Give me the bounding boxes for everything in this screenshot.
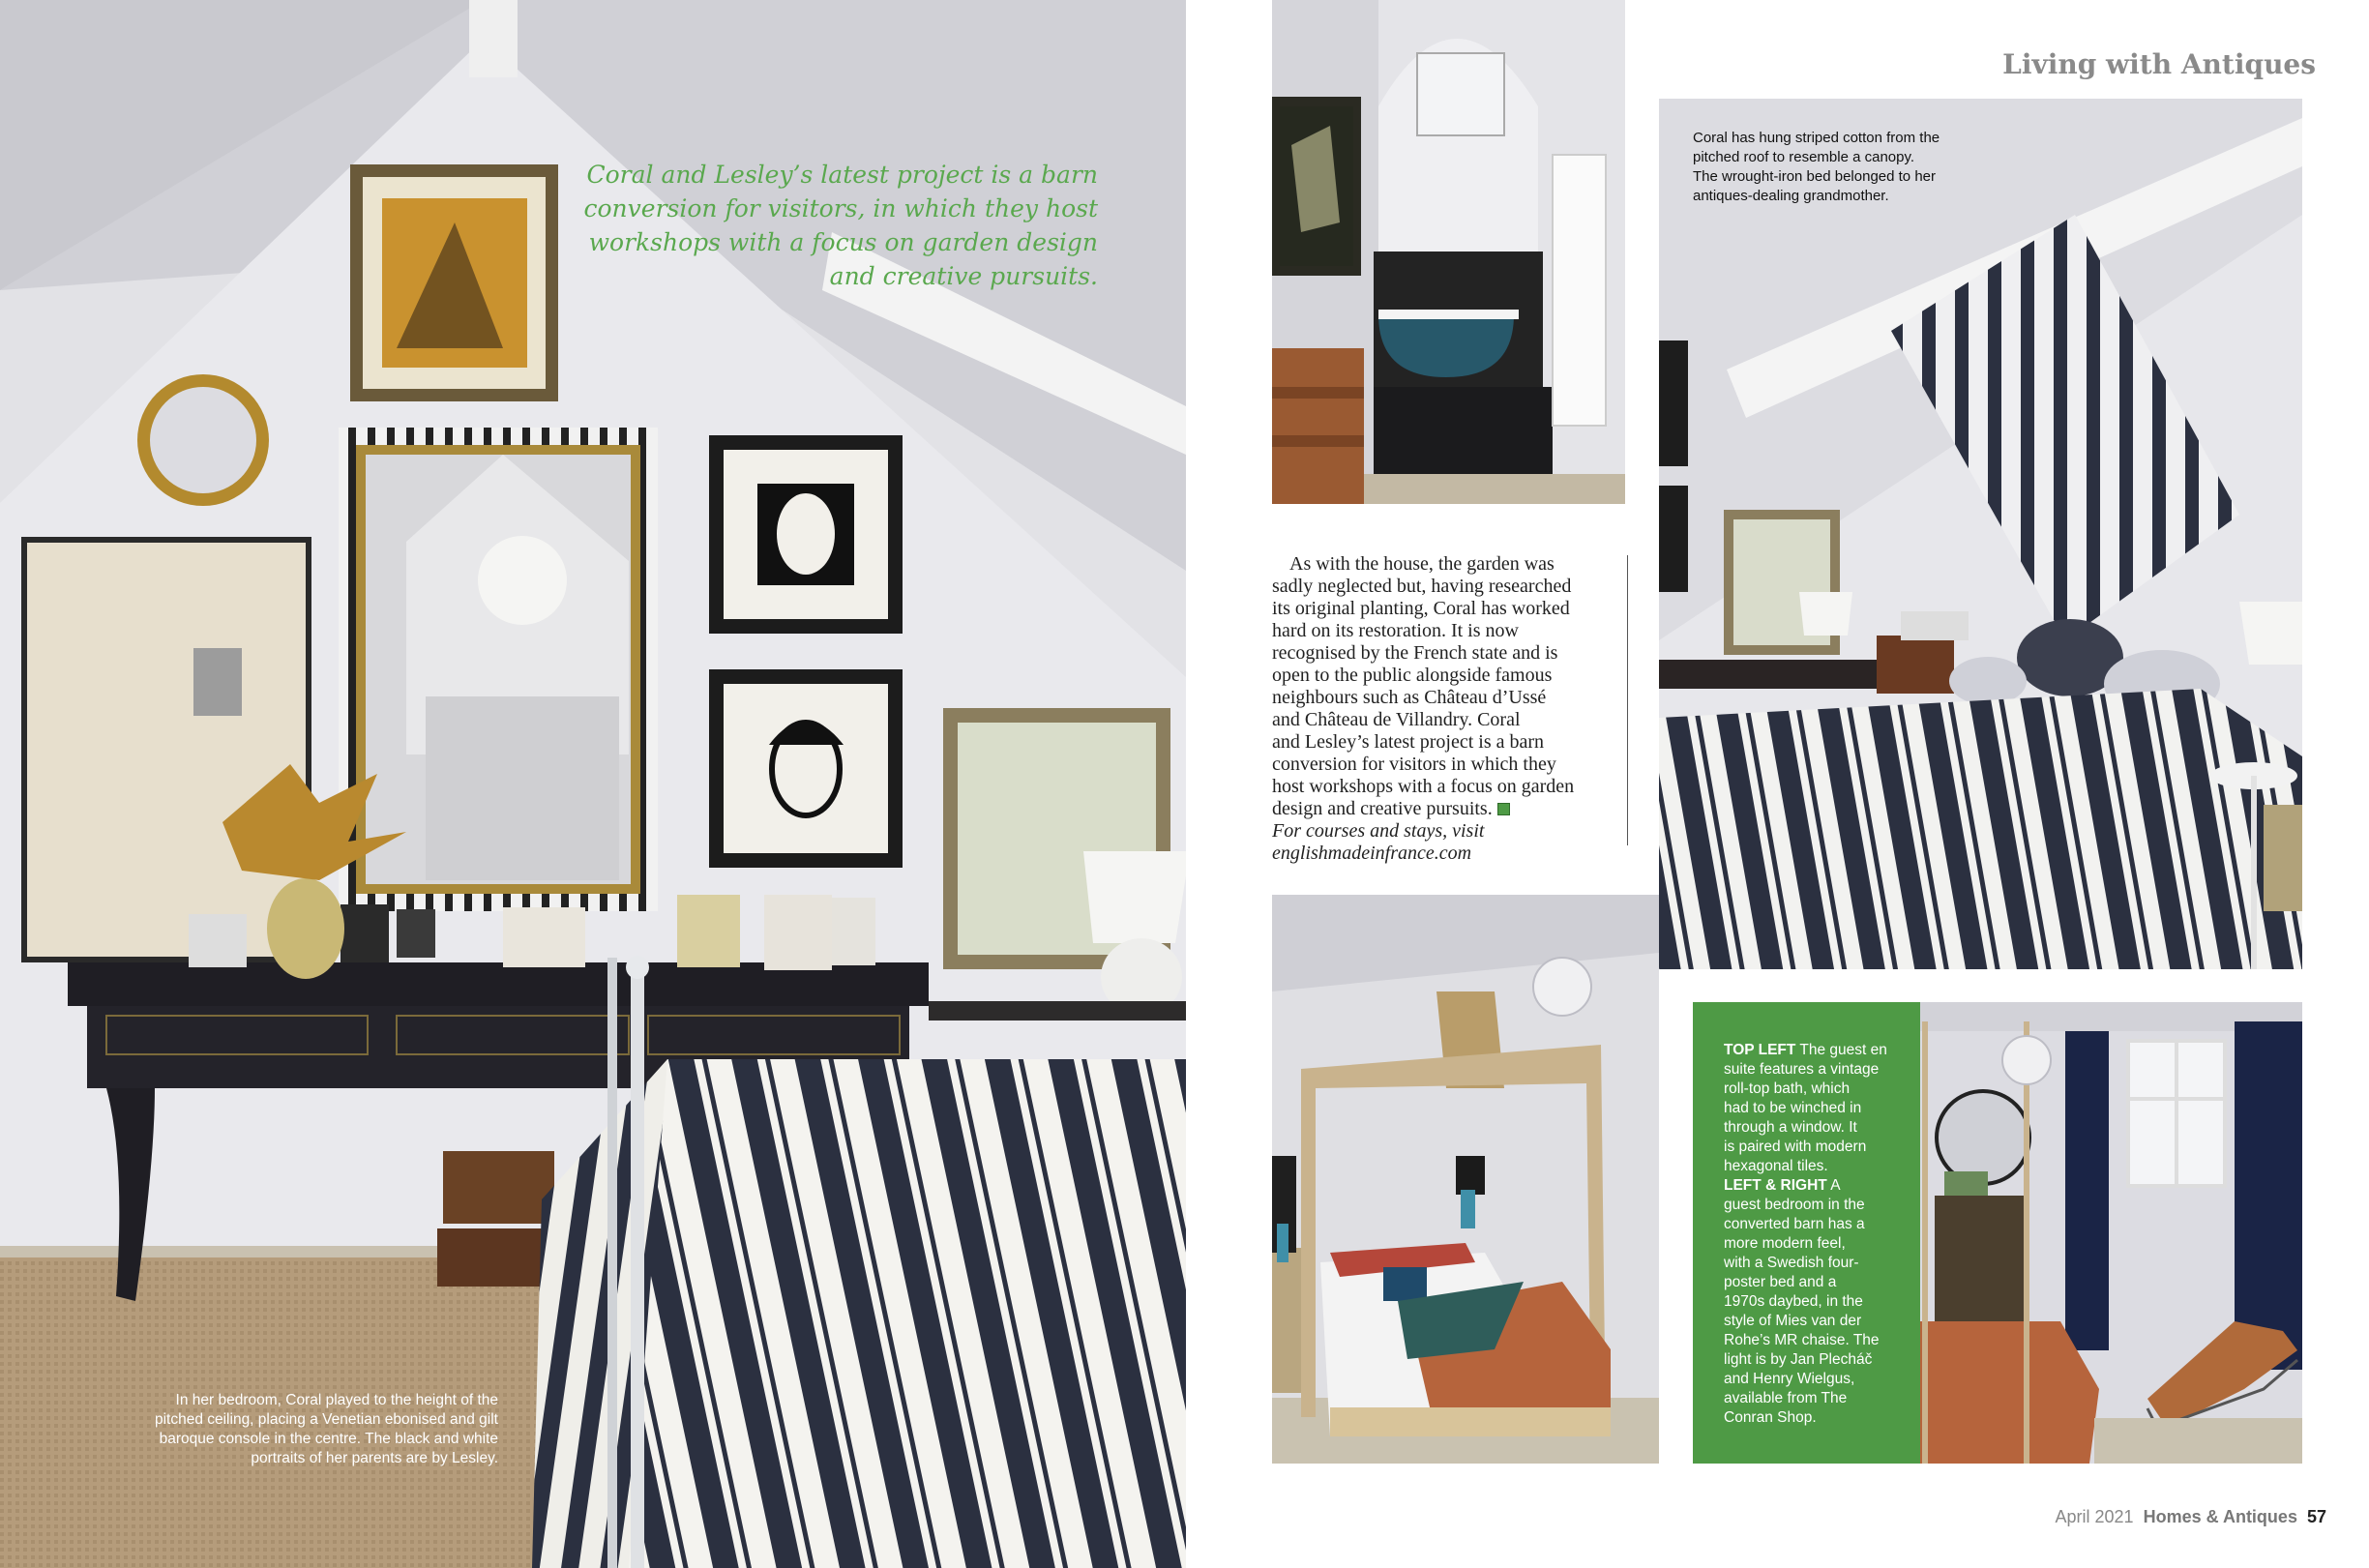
green-caption-box [1693, 1002, 1920, 1464]
page-footer [2056, 1507, 2326, 1527]
caption-line: hexagonal tiles. [1724, 1158, 1828, 1174]
body-line: neighbours such as Château d’Ussé [1272, 687, 1547, 708]
caption-line: roll-top bath, which [1724, 1080, 1851, 1097]
footer-date: April 2021 [2055, 1507, 2134, 1526]
body-line-text: design and creative pursuits. [1272, 798, 1493, 819]
body-line: and Lesley’s latest project is a barn [1272, 731, 1545, 753]
main-bedroom-caption [106, 1391, 498, 1468]
caption-line: is paired with modern [1724, 1139, 1867, 1155]
daybed-illustration [1915, 1002, 2302, 1464]
top-left-label: TOP LEFT [1724, 1042, 1796, 1058]
body-line [1272, 798, 1620, 820]
caption-line: poster bed and a [1724, 1274, 1837, 1290]
caption-line: antiques-dealing grandmother. [1693, 188, 1889, 204]
footnote-line: englishmadeinfrance.com [1272, 843, 1472, 864]
canopy-caption [1693, 129, 1983, 206]
caption-line: more modern feel, [1724, 1235, 1846, 1252]
pull-quote [551, 158, 1098, 293]
bathroom-photo [1272, 0, 1625, 504]
caption-line: Coral has hung striped cotton from the [1693, 130, 1940, 146]
caption-line: A [1830, 1177, 1841, 1194]
body-line: host workshops with a focus on garden [1272, 776, 1575, 797]
daybed-bedroom-photo [1915, 1002, 2302, 1464]
caption-line: and Henry Wielgus, [1724, 1371, 1855, 1387]
pull-quote-line: Coral and Lesley’s latest project is a barn [586, 161, 1098, 189]
caption-line: available from The [1724, 1390, 1848, 1406]
caption-line: guest bedroom in the [1724, 1197, 1865, 1213]
body-line: its original planting, Coral has worked [1272, 598, 1570, 619]
footnote-line: For courses and stays, visit [1272, 820, 1485, 842]
body-line: hard on its restoration. It is now [1272, 620, 1519, 641]
caption-line: converted barn has a [1724, 1216, 1865, 1232]
caption-line: In her bedroom, Coral played to the height of the [175, 1392, 498, 1408]
body-line: As with the house, the garden was [1289, 553, 1555, 575]
left-right-label: LEFT & RIGHT [1724, 1177, 1827, 1194]
four-poster-illustration [1272, 895, 1659, 1464]
left-right-caption [1724, 1176, 1903, 1428]
caption-line: suite features a vintage [1724, 1061, 1880, 1078]
caption-line: The guest en [1799, 1042, 1887, 1058]
canopy-bedroom-photo [1659, 99, 2302, 969]
bathroom-illustration [1272, 0, 1625, 504]
body-line: open to the public alongside famous [1272, 665, 1553, 686]
body-line: and Château de Villandry. Coral [1272, 709, 1521, 730]
caption-line: Rohe’s MR chaise. The [1724, 1332, 1880, 1348]
page-number: 57 [2306, 1507, 2326, 1526]
four-poster-bedroom-photo [1272, 895, 1659, 1464]
top-left-caption [1724, 1041, 1903, 1176]
body-line: conversion for visitors in which they [1272, 754, 1556, 775]
caption-line: portraits of her parents are by Lesley. [251, 1450, 498, 1466]
caption-line: Conran Shop. [1724, 1409, 1817, 1426]
caption-line: had to be winched in [1724, 1100, 1862, 1116]
caption-line: 1970s daybed, in the [1724, 1293, 1863, 1310]
caption-line: through a window. It [1724, 1119, 1857, 1136]
footer-magazine: Homes & Antiques [2143, 1507, 2297, 1526]
end-mark-icon [1497, 803, 1510, 815]
body-line: sadly neglected but, having researched [1272, 576, 1572, 597]
caption-line: pitched ceiling, placing a Venetian ebonised and gilt [154, 1411, 498, 1428]
pull-quote-line: conversion for visitors, in which they host [583, 194, 1098, 222]
caption-line: with a Swedish four- [1724, 1255, 1859, 1271]
caption-line: light is by Jan Plecháč [1724, 1351, 1873, 1368]
caption-line: baroque console in the centre. The black and white [159, 1431, 498, 1447]
caption-line: pitched roof to resemble a canopy. [1693, 149, 1915, 165]
section-title: Living with Antiques [2002, 48, 2316, 80]
column-rule [1627, 555, 1628, 845]
pull-quote-line: workshops with a focus on garden design [588, 228, 1098, 256]
canopy-bedroom-illustration [1659, 99, 2302, 969]
caption-line: The wrought-iron bed belonged to her [1693, 168, 1937, 185]
body-line: recognised by the French state and is [1272, 642, 1558, 664]
caption-line: style of Mies van der [1724, 1313, 1862, 1329]
body-text [1272, 553, 1620, 865]
pull-quote-line: and creative pursuits. [829, 262, 1098, 290]
